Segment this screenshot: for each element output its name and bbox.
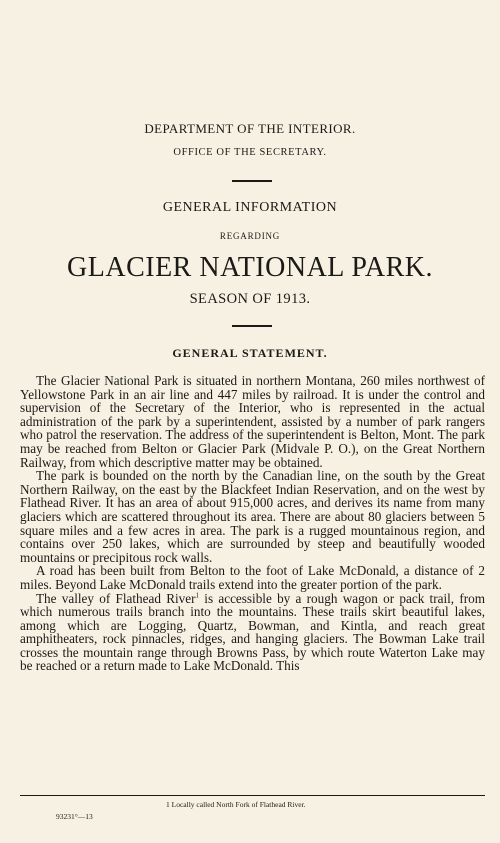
general-information-heading: GENERAL INFORMATION (162, 200, 338, 215)
paragraph: The park is bounded on the north by the Canadian line, on the south by the Great Northern Railway, on the east by the Blackfeet Indian Reservation, and on the west by Flathead River. It has an area of about 915,000 acres, and derives its name from many glaciers which are scattered throughout its area. There are about 80 glaciers between 5 square miles and a few acres in area. The park is a rugged mountainous region, and contains over 250 lakes, which are surrounded by steep and beautifully wooded mountains or precipitous rock walls. (20, 468, 485, 565)
paragraph-text: is accessible by a rough wagon or pack trail, from which numerous trails branch into the mountains. These trails skirt beautiful lakes, among which are Logging, Quartz, Bowman, and Kintla, and reach great amphitheaters, rock pinnacles, ridges, and hanging glaciers. The Bowman Lake trail crosses the mountain range through Browns Pass, by which route Waterton Lake may be reached or a return made to Lake McDonald. This (20, 590, 485, 674)
footnote-marker: 1 (195, 591, 200, 600)
office-heading: OFFICE OF THE SECRETARY. (173, 147, 327, 158)
paragraph (20, 592, 485, 674)
document-title: GLACIER NATIONAL PARK. (67, 252, 433, 283)
divider-rule (232, 325, 272, 327)
section-heading: GENERAL STATEMENT. (172, 346, 328, 360)
body-text (20, 374, 485, 673)
print-code: 93231°—13 (56, 812, 93, 821)
paragraph-text: The valley of Flathead River (36, 590, 196, 606)
footnote-rule (20, 795, 485, 796)
season-subtitle: SEASON OF 1913. (189, 291, 311, 307)
paragraph: The Glacier National Park is situated in northern Montana, 260 miles northwest of Yellowstone Park in an air line and 447 miles by railroad. It is under the control and supervision of the Secretary of the Interior, who is represented in the actual administration of the park by a superintendent, assisted by a number of park rangers who patrol the reservation. The address of the superintendent is Belton, Mont. The park may be reached from Belton or Glacier Park (Midvale P. O.), on the Great Northern Railway, from which descriptive matter may be obtained. (20, 373, 485, 470)
paragraph: A road has been built from Belton to the foot of Lake McDonald, a distance of 2 miles. Beyond Lake McDonald trails extend into the greater portion of the park. (20, 563, 485, 592)
footnote: 1 Locally called North Fork of Flathead River. (166, 800, 306, 809)
regarding-label: REGARDING (219, 231, 281, 241)
department-heading: DEPARTMENT OF THE INTERIOR. (144, 121, 356, 136)
divider-rule (232, 180, 272, 182)
